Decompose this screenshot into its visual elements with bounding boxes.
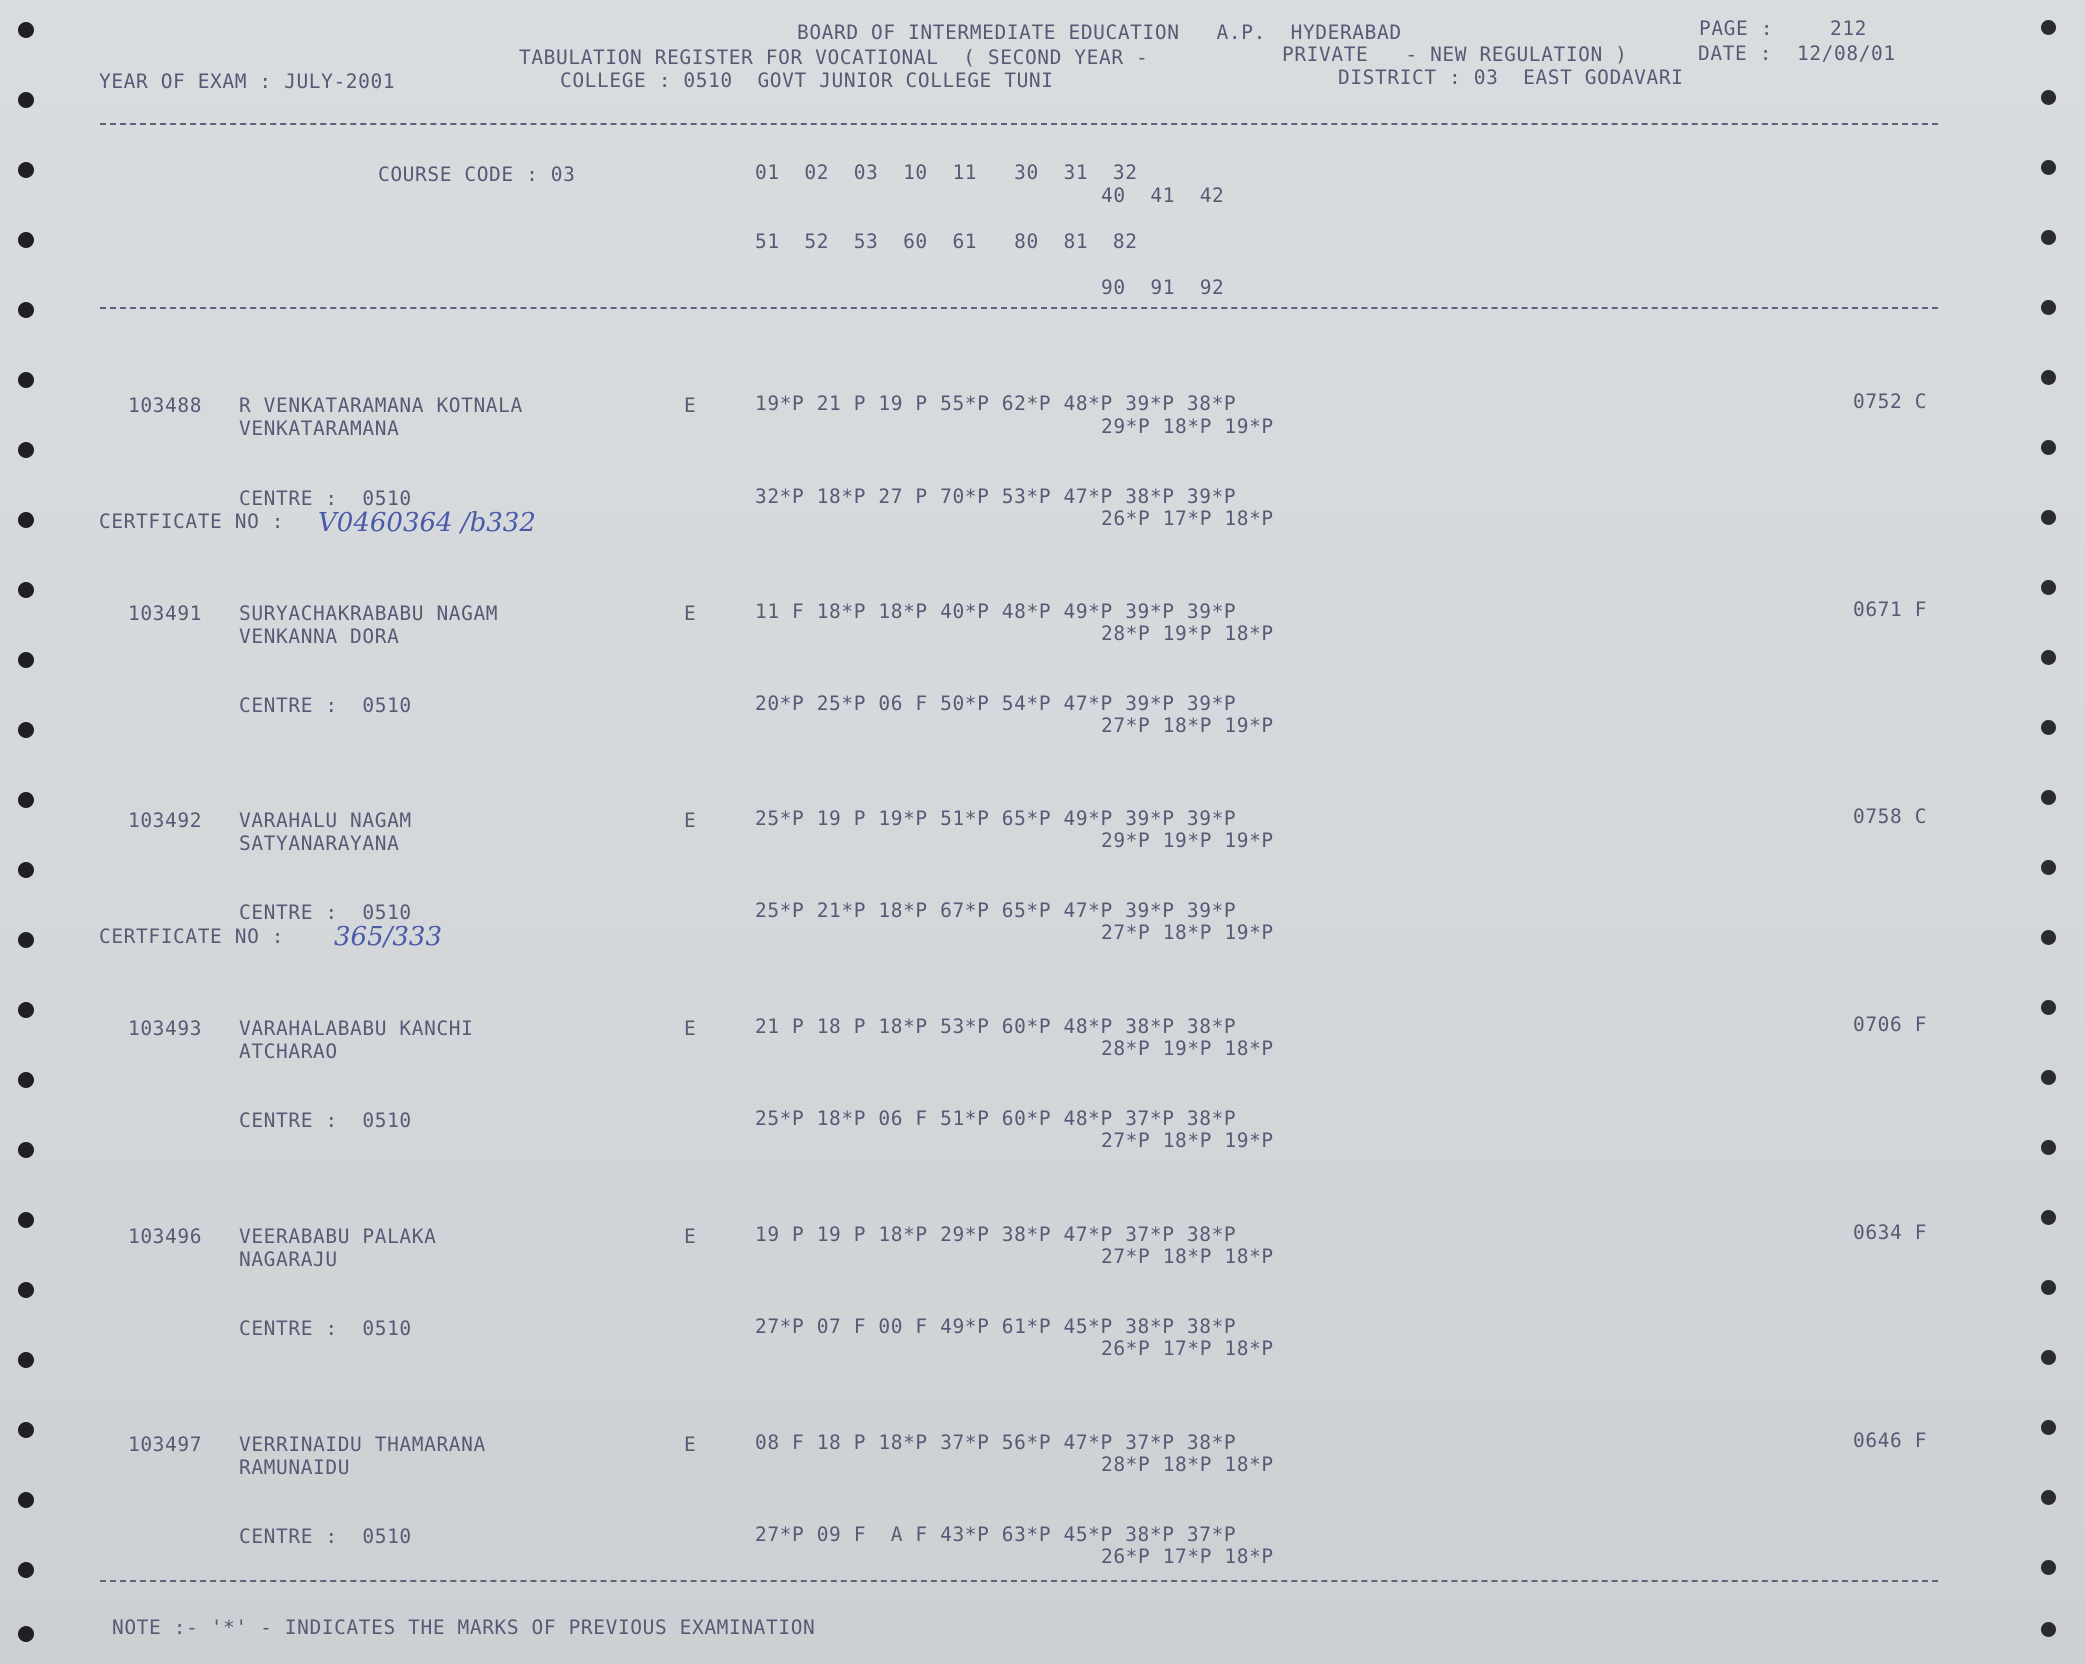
- feed-hole: [18, 652, 34, 668]
- result-total: 0758 C: [1853, 805, 1928, 828]
- feed-hole: [2041, 1210, 2056, 1225]
- marks-line-1: 19*P 21 P 19 P 55*P 62*P 48*P 39*P 38*P: [755, 392, 1237, 415]
- marks-line-3: 25*P 21*P 18*P 67*P 65*P 47*P 39*P 39*P: [755, 899, 1237, 922]
- feed-hole: [2041, 20, 2056, 35]
- feed-hole: [2041, 230, 2056, 245]
- course-codes-row-4: 90 91 92: [1101, 276, 1225, 299]
- page-number: 212: [1830, 17, 1868, 40]
- feed-hole: [2041, 90, 2056, 105]
- roll-number: 103488: [128, 394, 203, 417]
- father-name: ATCHARAO: [239, 1040, 338, 1063]
- right-feed-holes: [2031, 0, 2071, 1664]
- roll-number: 103493: [128, 1017, 203, 1040]
- feed-hole: [18, 1492, 34, 1508]
- feed-hole: [18, 1626, 34, 1642]
- feed-hole: [18, 1072, 34, 1088]
- father-name: VENKATARAMANA: [239, 417, 400, 440]
- feed-hole: [2041, 440, 2056, 455]
- feed-hole: [18, 22, 34, 38]
- marks-line-1: 25*P 19 P 19*P 51*P 65*P 49*P 39*P 39*P: [755, 807, 1237, 830]
- board-title: BOARD OF INTERMEDIATE EDUCATION A.P. HYDERABAD: [797, 21, 1402, 44]
- feed-hole: [2041, 930, 2056, 945]
- feed-hole: [2041, 370, 2056, 385]
- medium: E: [684, 1433, 697, 1456]
- year-of-exam: YEAR OF EXAM : JULY-2001: [99, 70, 396, 93]
- marks-line-1: 08 F 18 P 18*P 37*P 56*P 47*P 37*P 38*P: [755, 1431, 1237, 1454]
- date-value: 12/08/01: [1797, 42, 1896, 65]
- marks-line-4: 27*P 18*P 19*P: [1101, 921, 1274, 944]
- feed-hole: [18, 862, 34, 878]
- roll-number: 103491: [128, 602, 203, 625]
- course-code-label: COURSE CODE : 03: [378, 163, 576, 186]
- feed-hole: [18, 792, 34, 808]
- marks-line-3: 27*P 09 F A F 43*P 63*P 45*P 38*P 37*P: [755, 1523, 1237, 1546]
- marks-line-3: 27*P 07 F 00 F 49*P 61*P 45*P 38*P 38*P: [755, 1315, 1237, 1338]
- marks-line-4: 26*P 17*P 18*P: [1101, 1545, 1274, 1568]
- roll-number: 103497: [128, 1433, 203, 1456]
- marks-line-4: 26*P 17*P 18*P: [1101, 507, 1274, 530]
- result-total: 0634 F: [1853, 1221, 1928, 1244]
- feed-hole: [2041, 650, 2056, 665]
- feed-hole: [2041, 160, 2056, 175]
- course-codes-row-1: 01 02 03 10 11 30 31 32: [755, 161, 1138, 184]
- result-total: 0646 F: [1853, 1429, 1928, 1452]
- feed-hole: [2041, 1490, 2056, 1505]
- feed-hole: [18, 722, 34, 738]
- father-name: VENKANNA DORA: [239, 625, 400, 648]
- date-label: DATE :: [1698, 42, 1773, 65]
- feed-hole: [18, 1282, 34, 1298]
- page-label: PAGE :: [1699, 17, 1774, 40]
- feed-hole: [18, 372, 34, 388]
- certificate-label: CERTFICATE NO :: [99, 510, 285, 533]
- feed-hole: [18, 302, 34, 318]
- centre: CENTRE : 0510: [239, 1109, 412, 1132]
- certificate-label: CERTFICATE NO :: [99, 925, 285, 948]
- feed-hole: [2041, 510, 2056, 525]
- feed-hole: [2041, 1280, 2056, 1295]
- feed-hole: [18, 1352, 34, 1368]
- feed-hole: [2041, 720, 2056, 735]
- marks-line-2: 29*P 19*P 19*P: [1101, 829, 1274, 852]
- student-name: VARAHALABABU KANCHI: [239, 1017, 474, 1040]
- feed-hole: [2041, 1622, 2056, 1637]
- marks-line-2: 28*P 19*P 18*P: [1101, 1037, 1274, 1060]
- feed-hole: [2041, 860, 2056, 875]
- feed-hole: [18, 1002, 34, 1018]
- marks-line-2: 28*P 19*P 18*P: [1101, 622, 1274, 645]
- medium: E: [684, 1225, 697, 1248]
- student-name: VERRINAIDU THAMARANA: [239, 1433, 486, 1456]
- marks-line-2: 29*P 18*P 19*P: [1101, 415, 1274, 438]
- handwritten-certificate-number: 365/333: [334, 922, 443, 952]
- student-name: VEERABABU PALAKA: [239, 1225, 437, 1248]
- course-codes-row-2: 40 41 42: [1101, 184, 1225, 207]
- marks-line-2: 27*P 18*P 18*P: [1101, 1245, 1274, 1268]
- feed-hole: [2041, 1000, 2056, 1015]
- course-codes-row-3: 51 52 53 60 61 80 81 82: [755, 230, 1138, 253]
- feed-hole: [2041, 580, 2056, 595]
- roll-number: 103492: [128, 809, 203, 832]
- feed-hole: [2041, 790, 2056, 805]
- result-total: 0752 C: [1853, 390, 1928, 413]
- feed-hole: [18, 1562, 34, 1578]
- medium: E: [684, 602, 697, 625]
- feed-hole: [18, 442, 34, 458]
- centre: CENTRE : 0510: [239, 487, 412, 510]
- feed-hole: [18, 232, 34, 248]
- private-regulation: PRIVATE - NEW REGULATION ): [1282, 43, 1628, 66]
- marks-line-1: 11 F 18*P 18*P 40*P 48*P 49*P 39*P 39*P: [755, 600, 1237, 623]
- feed-hole: [2041, 300, 2056, 315]
- centre: CENTRE : 0510: [239, 694, 412, 717]
- dashed-rule: [100, 307, 1938, 309]
- dashed-rule: [100, 1580, 1938, 1582]
- medium: E: [684, 809, 697, 832]
- marks-line-4: 27*P 18*P 19*P: [1101, 1129, 1274, 1152]
- feed-hole: [18, 162, 34, 178]
- father-name: NAGARAJU: [239, 1248, 338, 1271]
- handwritten-certificate-number: V0460364 /b332: [318, 508, 536, 538]
- marks-line-2: 28*P 18*P 18*P: [1101, 1453, 1274, 1476]
- marks-line-3: 25*P 18*P 06 F 51*P 60*P 48*P 37*P 38*P: [755, 1107, 1237, 1130]
- feed-hole: [18, 1142, 34, 1158]
- roll-number: 103496: [128, 1225, 203, 1248]
- college-info: COLLEGE : 0510 GOVT JUNIOR COLLEGE TUNI: [560, 69, 1054, 92]
- marks-line-1: 21 P 18 P 18*P 53*P 60*P 48*P 38*P 38*P: [755, 1015, 1237, 1038]
- register-title: TABULATION REGISTER FOR VOCATIONAL ( SECOND YEAR -: [519, 46, 1149, 69]
- feed-hole: [18, 582, 34, 598]
- district-info: DISTRICT : 03 EAST GODAVARI: [1338, 66, 1684, 89]
- marks-line-3: 20*P 25*P 06 F 50*P 54*P 47*P 39*P 39*P: [755, 692, 1237, 715]
- student-name: R VENKATARAMANA KOTNALA: [239, 394, 523, 417]
- feed-hole: [2041, 1350, 2056, 1365]
- marks-line-1: 19 P 19 P 18*P 29*P 38*P 47*P 37*P 38*P: [755, 1223, 1237, 1246]
- medium: E: [684, 1017, 697, 1040]
- marks-line-3: 32*P 18*P 27 P 70*P 53*P 47*P 38*P 39*P: [755, 485, 1237, 508]
- left-feed-holes: [8, 0, 48, 1664]
- medium: E: [684, 394, 697, 417]
- centre: CENTRE : 0510: [239, 1317, 412, 1340]
- student-name: SURYACHAKRABABU NAGAM: [239, 602, 499, 625]
- footer-note: NOTE :- '*' - INDICATES THE MARKS OF PREVIOUS EXAMINATION: [112, 1616, 816, 1639]
- feed-hole: [18, 1422, 34, 1438]
- feed-hole: [18, 932, 34, 948]
- marks-line-4: 26*P 17*P 18*P: [1101, 1337, 1274, 1360]
- student-name: VARAHALU NAGAM: [239, 809, 412, 832]
- feed-hole: [2041, 1070, 2056, 1085]
- feed-hole: [2041, 1140, 2056, 1155]
- marks-line-4: 27*P 18*P 19*P: [1101, 714, 1274, 737]
- centre: CENTRE : 0510: [239, 901, 412, 924]
- centre: CENTRE : 0510: [239, 1525, 412, 1548]
- father-name: RAMUNAIDU: [239, 1456, 351, 1479]
- feed-hole: [18, 92, 34, 108]
- feed-hole: [18, 1212, 34, 1228]
- result-total: 0706 F: [1853, 1013, 1928, 1036]
- feed-hole: [2041, 1420, 2056, 1435]
- feed-hole: [2041, 1560, 2056, 1575]
- dashed-rule: [100, 123, 1938, 125]
- result-total: 0671 F: [1853, 598, 1928, 621]
- feed-hole: [18, 512, 34, 528]
- father-name: SATYANARAYANA: [239, 832, 400, 855]
